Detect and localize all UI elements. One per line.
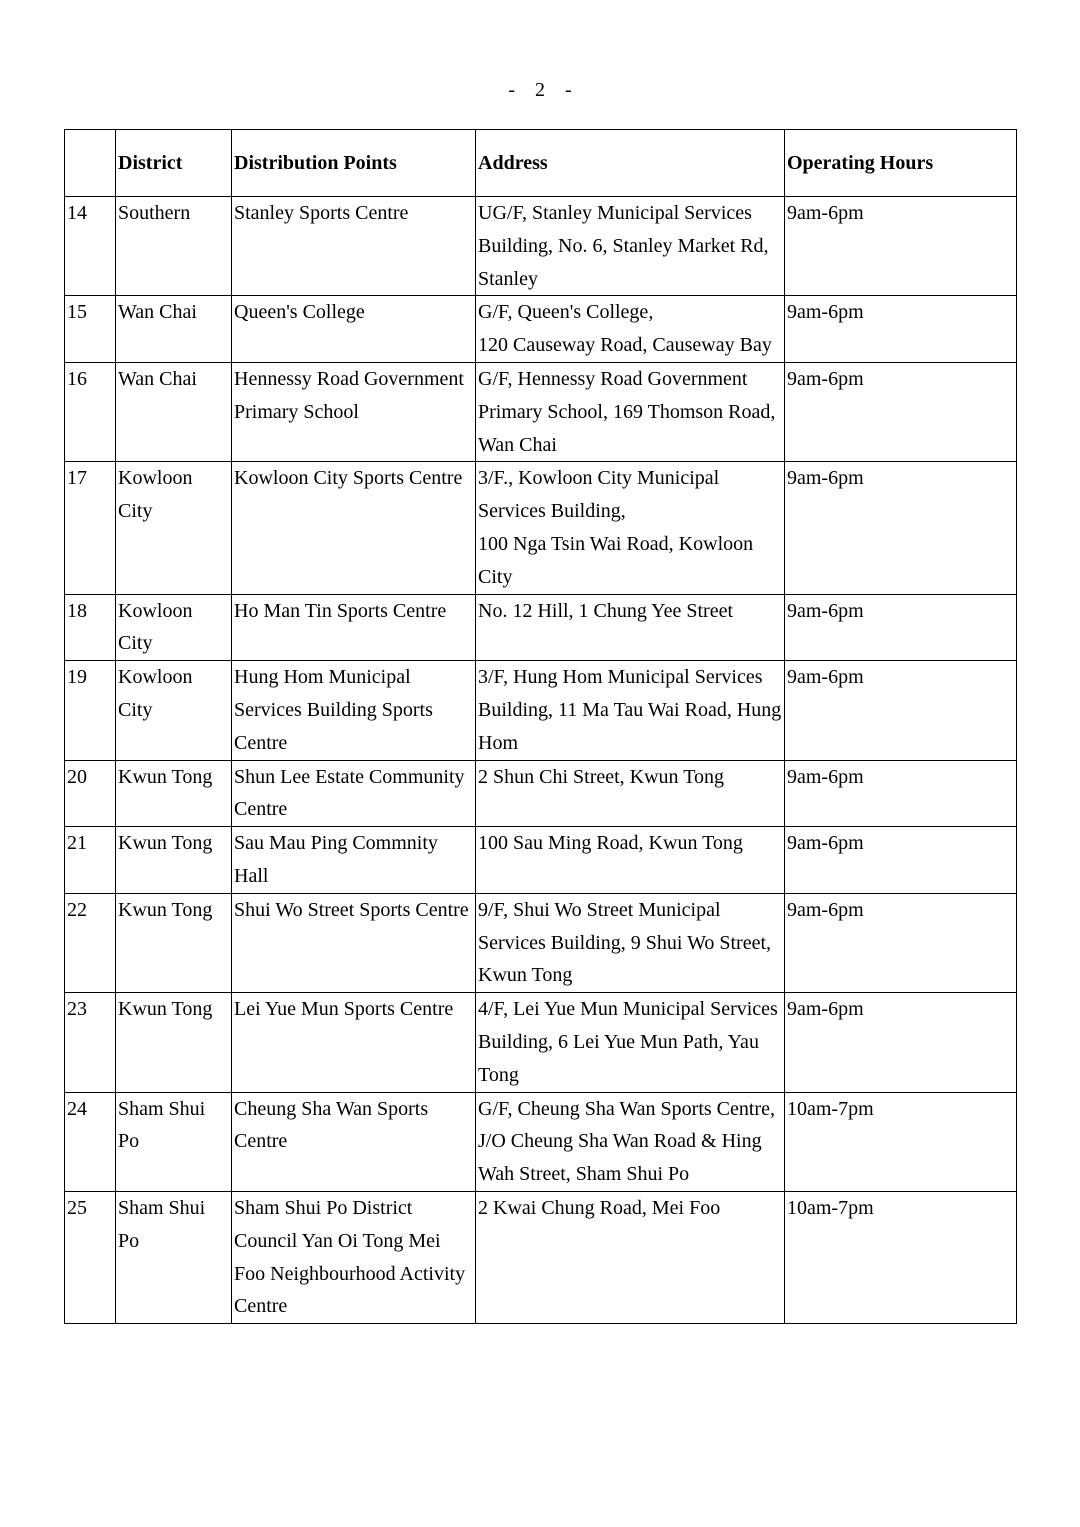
row-number-cell: 20 [65, 760, 116, 827]
table-row [65, 827, 1017, 894]
address-cell [476, 661, 785, 760]
row-number-cell: 14 [65, 197, 116, 296]
address-cell [476, 197, 785, 296]
address-line: 100 Nga Tsin Wai Road, Kowloon City [478, 532, 754, 588]
operating-hours-cell: 9am-6pm [785, 893, 1017, 992]
distribution-point-cell: Lei Yue Mun Sports Centre [232, 993, 476, 1092]
distribution-point-cell: Sham Shui Po District Council Yan Oi Tong Mei Foo Neighbourhood Activity Centre [232, 1191, 476, 1323]
address-line: 3/F., Kowloon City Municipal Services Building, [478, 467, 720, 523]
row-number-cell: 18 [65, 594, 116, 661]
operating-hours-cell: 9am-6pm [785, 993, 1017, 1092]
address-line: UG/F, Stanley Municipal Services Building, No. 6, Stanley Market Rd, Stanley [478, 202, 769, 290]
address-line: 120 Causeway Road, Causeway Bay [478, 334, 772, 357]
operating-hours-cell: 9am-6pm [785, 760, 1017, 827]
distribution-point-cell: Shui Wo Street Sports Centre [232, 893, 476, 992]
address-cell [476, 993, 785, 1092]
address-cell [476, 827, 785, 894]
district-cell: Kowloon City [116, 661, 232, 760]
district-cell: Kwun Tong [116, 993, 232, 1092]
row-number-cell: 21 [65, 827, 116, 894]
table-row [65, 661, 1017, 760]
distribution-point-cell: Kowloon City Sports Centre [232, 462, 476, 594]
row-number-cell: 16 [65, 362, 116, 461]
address-line: G/F, Queen's College, [478, 301, 654, 324]
address-cell [476, 893, 785, 992]
address-line: No. 12 Hill, 1 Chung Yee Street [478, 599, 733, 622]
address-cell [476, 462, 785, 594]
distribution-point-cell: Ho Man Tin Sports Centre [232, 594, 476, 661]
district-cell: Sham Shui Po [116, 1191, 232, 1323]
header-operating-hours: Operating Hours [785, 130, 1017, 197]
address-line: 2 Shun Chi Street, Kwun Tong [478, 765, 725, 788]
row-number-cell: 23 [65, 993, 116, 1092]
address-cell [476, 362, 785, 461]
distribution-point-cell: Hennessy Road Government Primary School [232, 362, 476, 461]
operating-hours-cell: 9am-6pm [785, 296, 1017, 363]
address-line: 2 Kwai Chung Road, Mei Foo [478, 1196, 721, 1219]
address-line: G/F, Cheung Sha Wan Sports Centre, J/O Cheung Sha Wan Road & Hing Wah Street, Sham Shui Po [478, 1097, 775, 1186]
district-cell: Kwun Tong [116, 760, 232, 827]
row-number-cell: 22 [65, 893, 116, 992]
table-row [65, 893, 1017, 992]
row-number-cell: 25 [65, 1191, 116, 1323]
header-address: Address [476, 130, 785, 197]
address-cell [476, 1092, 785, 1191]
distribution-point-cell: Stanley Sports Centre [232, 197, 476, 296]
operating-hours-cell: 9am-6pm [785, 827, 1017, 894]
address-cell [476, 760, 785, 827]
address-cell [476, 296, 785, 363]
table-header-row [65, 130, 1017, 197]
district-cell: Wan Chai [116, 362, 232, 461]
operating-hours-cell: 9am-6pm [785, 661, 1017, 760]
table-row [65, 594, 1017, 661]
header-district: District [116, 130, 232, 197]
table-row [65, 296, 1017, 363]
table-body [65, 197, 1017, 1324]
distribution-point-cell: Cheung Sha Wan Sports Centre [232, 1092, 476, 1191]
district-cell: Kwun Tong [116, 893, 232, 992]
operating-hours-cell: 10am-7pm [785, 1191, 1017, 1323]
distribution-points-table [64, 129, 1017, 1324]
operating-hours-cell: 9am-6pm [785, 462, 1017, 594]
address-line: 3/F, Hung Hom Municipal Services Building, 11 Ma Tau Wai Road, Hung Hom [478, 666, 782, 754]
operating-hours-cell: 9am-6pm [785, 594, 1017, 661]
table-row [65, 993, 1017, 1092]
row-number-cell: 24 [65, 1092, 116, 1191]
address-cell [476, 1191, 785, 1323]
header-number [65, 130, 116, 197]
table-row [65, 1191, 1017, 1323]
district-cell: Wan Chai [116, 296, 232, 363]
table-row [65, 760, 1017, 827]
distribution-point-cell: Shun Lee Estate Community Centre [232, 760, 476, 827]
table-row [65, 462, 1017, 594]
header-distribution-points: Distribution Points [232, 130, 476, 197]
district-cell: Sham Shui Po [116, 1092, 232, 1191]
operating-hours-cell: 9am-6pm [785, 197, 1017, 296]
table-row [65, 197, 1017, 296]
address-cell [476, 594, 785, 661]
row-number-cell: 17 [65, 462, 116, 594]
address-line: G/F, Hennessy Road Government Primary School, 169 Thomson Road, Wan Chai [478, 367, 776, 456]
distribution-point-cell: Sau Mau Ping Commnity Hall [232, 827, 476, 894]
distribution-point-cell: Hung Hom Municipal Services Building Sports Centre [232, 661, 476, 760]
row-number-cell: 19 [65, 661, 116, 760]
address-line: 4/F, Lei Yue Mun Municipal Services Building, 6 Lei Yue Mun Path, Yau Tong [478, 998, 778, 1086]
row-number-cell: 15 [65, 296, 116, 363]
table-row [65, 1092, 1017, 1191]
operating-hours-cell: 9am-6pm [785, 362, 1017, 461]
operating-hours-cell: 10am-7pm [785, 1092, 1017, 1191]
distribution-point-cell: Queen's College [232, 296, 476, 363]
district-cell: Kowloon City [116, 594, 232, 661]
table-row [65, 362, 1017, 461]
address-line: 100 Sau Ming Road, Kwun Tong [478, 832, 743, 855]
district-cell: Kowloon City [116, 462, 232, 594]
address-line: 9/F, Shui Wo Street Municipal Services Building, 9 Shui Wo Street, Kwun Tong [478, 898, 772, 987]
district-cell: Kwun Tong [116, 827, 232, 894]
district-cell: Southern [116, 197, 232, 296]
page-number: - 2 - [508, 79, 572, 101]
